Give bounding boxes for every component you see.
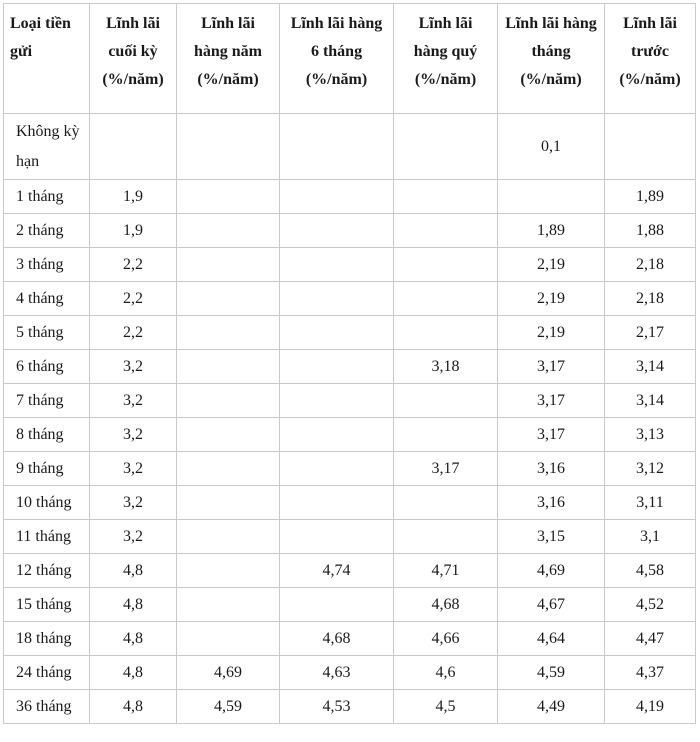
rate-cell: 4,8 xyxy=(90,588,177,622)
rate-cell: 4,67 xyxy=(498,588,605,622)
rate-cell xyxy=(177,520,280,554)
rate-cell: 4,64 xyxy=(498,622,605,656)
rate-cell: 4,8 xyxy=(90,690,177,724)
rate-cell xyxy=(177,622,280,656)
term-cell: 1 tháng xyxy=(4,180,90,214)
table-row xyxy=(4,384,696,418)
rate-cell xyxy=(394,248,498,282)
rate-cell: 3,12 xyxy=(605,452,696,486)
rate-cell xyxy=(280,486,394,520)
rate-cell xyxy=(177,452,280,486)
header-label: Lĩnh lãi hàng 6 tháng (%/năm) xyxy=(290,15,383,88)
table-row xyxy=(4,554,696,588)
rate-cell xyxy=(90,114,177,180)
table-row xyxy=(4,316,696,350)
rate-cell xyxy=(280,384,394,418)
rate-cell: 1,9 xyxy=(90,180,177,214)
rate-cell: 3,16 xyxy=(498,486,605,520)
rate-cell: 3,15 xyxy=(498,520,605,554)
rate-cell xyxy=(280,520,394,554)
rate-cell: 2,2 xyxy=(90,248,177,282)
term-cell: 10 tháng xyxy=(4,486,90,520)
rate-cell: 4,74 xyxy=(280,554,394,588)
rate-cell xyxy=(280,588,394,622)
term-cell: 18 tháng xyxy=(4,622,90,656)
rate-cell xyxy=(498,180,605,214)
rate-cell xyxy=(394,520,498,554)
rate-cell: 3,2 xyxy=(90,452,177,486)
rate-cell xyxy=(280,248,394,282)
header-annual xyxy=(177,4,280,114)
rate-cell: 2,17 xyxy=(605,316,696,350)
rate-cell: 0,1 xyxy=(498,114,605,180)
rate-cell xyxy=(177,350,280,384)
rate-cell: 4,63 xyxy=(280,656,394,690)
rate-cell xyxy=(394,114,498,180)
rate-cell xyxy=(280,114,394,180)
rate-cell: 4,71 xyxy=(394,554,498,588)
table-row xyxy=(4,656,696,690)
rate-cell xyxy=(177,486,280,520)
rate-cell: 4,58 xyxy=(605,554,696,588)
header-monthly xyxy=(498,4,605,114)
term-cell: 4 tháng xyxy=(4,282,90,316)
rate-cell: 2,2 xyxy=(90,282,177,316)
rate-cell xyxy=(280,180,394,214)
term-cell: 11 tháng xyxy=(4,520,90,554)
term-cell: 24 tháng xyxy=(4,656,90,690)
rate-cell: 3,17 xyxy=(498,350,605,384)
rate-cell: 3,2 xyxy=(90,418,177,452)
rate-cell: 2,18 xyxy=(605,282,696,316)
term-cell: 8 tháng xyxy=(4,418,90,452)
rate-cell: 4,5 xyxy=(394,690,498,724)
rate-cell: 3,18 xyxy=(394,350,498,384)
header-row xyxy=(4,4,696,114)
term-cell: 15 tháng xyxy=(4,588,90,622)
table-row xyxy=(4,214,696,248)
header-six-month xyxy=(280,4,394,114)
rate-cell: 1,89 xyxy=(498,214,605,248)
rate-cell xyxy=(394,418,498,452)
rate-cell: 4,37 xyxy=(605,656,696,690)
table-row xyxy=(4,622,696,656)
header-deposit-type xyxy=(4,4,90,114)
rate-cell xyxy=(605,114,696,180)
header-quarterly xyxy=(394,4,498,114)
rate-cell: 3,16 xyxy=(498,452,605,486)
header-upfront xyxy=(605,4,696,114)
term-cell: 9 tháng xyxy=(4,452,90,486)
rate-cell: 4,69 xyxy=(498,554,605,588)
rate-cell: 4,68 xyxy=(280,622,394,656)
rate-cell: 4,6 xyxy=(394,656,498,690)
rate-cell xyxy=(177,282,280,316)
rate-cell xyxy=(177,214,280,248)
rate-cell: 4,68 xyxy=(394,588,498,622)
rate-cell xyxy=(394,180,498,214)
rate-cell: 1,9 xyxy=(90,214,177,248)
rate-cell: 4,47 xyxy=(605,622,696,656)
rate-cell: 3,14 xyxy=(605,350,696,384)
table-row xyxy=(4,180,696,214)
rate-cell xyxy=(280,316,394,350)
rate-cell xyxy=(177,316,280,350)
rate-cell xyxy=(394,282,498,316)
table-row xyxy=(4,588,696,622)
header-label: Lĩnh lãi hàng quý (%/năm) xyxy=(413,15,478,88)
rate-cell: 3,13 xyxy=(605,418,696,452)
rate-cell xyxy=(177,588,280,622)
table-row xyxy=(4,248,696,282)
term-cell: 5 tháng xyxy=(4,316,90,350)
header-label: Lĩnh lãi hàng tháng (%/năm) xyxy=(505,15,597,88)
term-cell: Không kỳ hạn xyxy=(4,114,90,180)
table-row xyxy=(4,520,696,554)
rate-cell: 3,2 xyxy=(90,520,177,554)
rate-cell xyxy=(177,554,280,588)
rate-cell: 4,19 xyxy=(605,690,696,724)
rate-cell xyxy=(280,282,394,316)
table-row xyxy=(4,114,696,180)
term-cell: 36 tháng xyxy=(4,690,90,724)
rate-cell: 4,66 xyxy=(394,622,498,656)
table-body xyxy=(4,114,696,724)
rate-cell xyxy=(280,350,394,384)
rate-cell xyxy=(177,384,280,418)
header-label: Lĩnh lãi trước (%/năm) xyxy=(619,15,681,88)
rate-cell: 4,8 xyxy=(90,554,177,588)
rate-cell: 2,2 xyxy=(90,316,177,350)
rate-cell: 1,88 xyxy=(605,214,696,248)
interest-rate-table xyxy=(3,3,696,724)
rate-cell: 3,2 xyxy=(90,384,177,418)
rate-cell: 4,49 xyxy=(498,690,605,724)
header-label: Lĩnh lãi hàng năm (%/năm) xyxy=(193,15,263,88)
rate-cell: 4,53 xyxy=(280,690,394,724)
table-row xyxy=(4,690,696,724)
rate-cell: 3,11 xyxy=(605,486,696,520)
table-row xyxy=(4,486,696,520)
rate-cell xyxy=(394,384,498,418)
rate-cell xyxy=(177,418,280,452)
term-cell: 6 tháng xyxy=(4,350,90,384)
header-label: Lĩnh lãi cuối kỳ (%/năm) xyxy=(102,15,164,88)
rate-cell: 4,69 xyxy=(177,656,280,690)
rate-cell xyxy=(177,114,280,180)
rate-cell: 4,8 xyxy=(90,622,177,656)
rate-cell xyxy=(280,418,394,452)
rate-cell: 3,2 xyxy=(90,486,177,520)
term-cell: 7 tháng xyxy=(4,384,90,418)
rate-cell: 4,8 xyxy=(90,656,177,690)
rate-cell: 3,17 xyxy=(498,384,605,418)
rate-cell: 2,19 xyxy=(498,316,605,350)
rate-cell: 1,89 xyxy=(605,180,696,214)
rate-cell: 3,17 xyxy=(394,452,498,486)
header-label: Loại tiền gửi xyxy=(10,15,71,60)
table-row xyxy=(4,282,696,316)
rate-cell: 4,59 xyxy=(498,656,605,690)
rate-cell xyxy=(177,248,280,282)
rate-cell: 2,19 xyxy=(498,248,605,282)
term-cell: 12 tháng xyxy=(4,554,90,588)
rate-cell: 3,2 xyxy=(90,350,177,384)
term-cell: 3 tháng xyxy=(4,248,90,282)
rate-cell: 3,1 xyxy=(605,520,696,554)
rate-cell: 4,52 xyxy=(605,588,696,622)
rate-cell xyxy=(394,214,498,248)
rate-cell xyxy=(394,316,498,350)
header-end-of-term xyxy=(90,4,177,114)
rate-cell xyxy=(280,214,394,248)
rate-cell xyxy=(394,486,498,520)
term-cell: 2 tháng xyxy=(4,214,90,248)
rate-cell xyxy=(177,180,280,214)
rate-cell xyxy=(280,452,394,486)
rate-cell: 3,14 xyxy=(605,384,696,418)
rate-cell: 2,18 xyxy=(605,248,696,282)
table-row xyxy=(4,350,696,384)
rate-cell: 2,19 xyxy=(498,282,605,316)
table-row xyxy=(4,452,696,486)
rate-cell: 3,17 xyxy=(498,418,605,452)
rate-cell: 4,59 xyxy=(177,690,280,724)
table-row xyxy=(4,418,696,452)
